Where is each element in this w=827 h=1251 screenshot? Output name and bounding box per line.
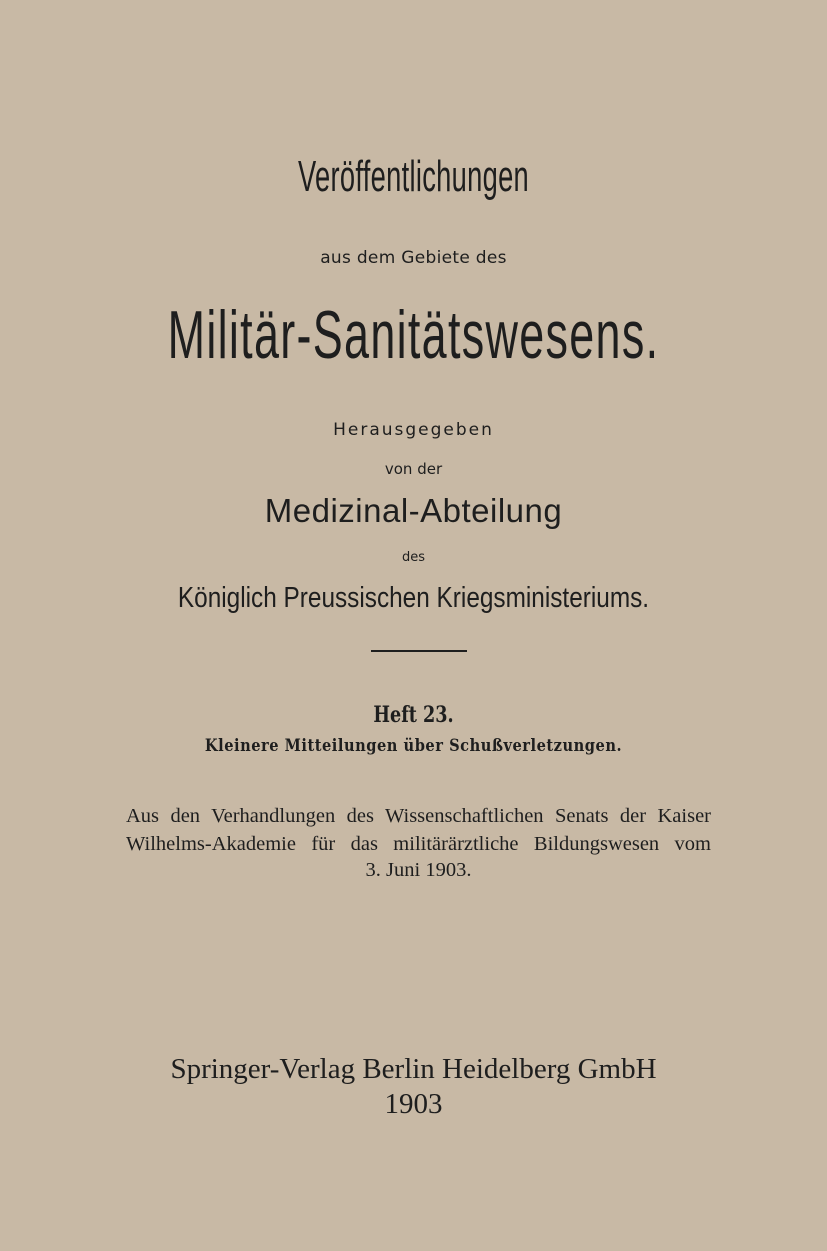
publisher-name: Springer-Verlag Berlin Heidelberg GmbH [170,1053,657,1085]
publication-year: 1903 [384,1088,443,1120]
issue-number: Heft 23. [373,702,454,728]
department-name: Medizinal-Abteilung [264,492,563,529]
note-line-1: Aus den Verhandlungen des Wissenschaftlichen Senats der Kaiser [126,805,711,827]
series-subtitle: aus dem Gebiete des [320,248,507,268]
main-title: Militär-Sanitätswesens. [167,297,660,373]
ministry-name: Königlich Preussischen Kriegsministeriums. [177,582,650,614]
department-des: des [401,550,426,565]
divider-rule [371,650,467,652]
issue-subtitle: Kleinere Mitteilungen über Schußverletzungen. [204,736,623,756]
note-line-2: Wilhelms-Akademie für das militärärztliche Bildungswesen vom [126,833,711,855]
note-line-3: 3. Juni 1903. [365,859,472,881]
series-title: Veröffentlichungen [297,152,530,201]
editor-von: von der [384,460,443,478]
editor-label: Herausgegeben [333,420,494,440]
